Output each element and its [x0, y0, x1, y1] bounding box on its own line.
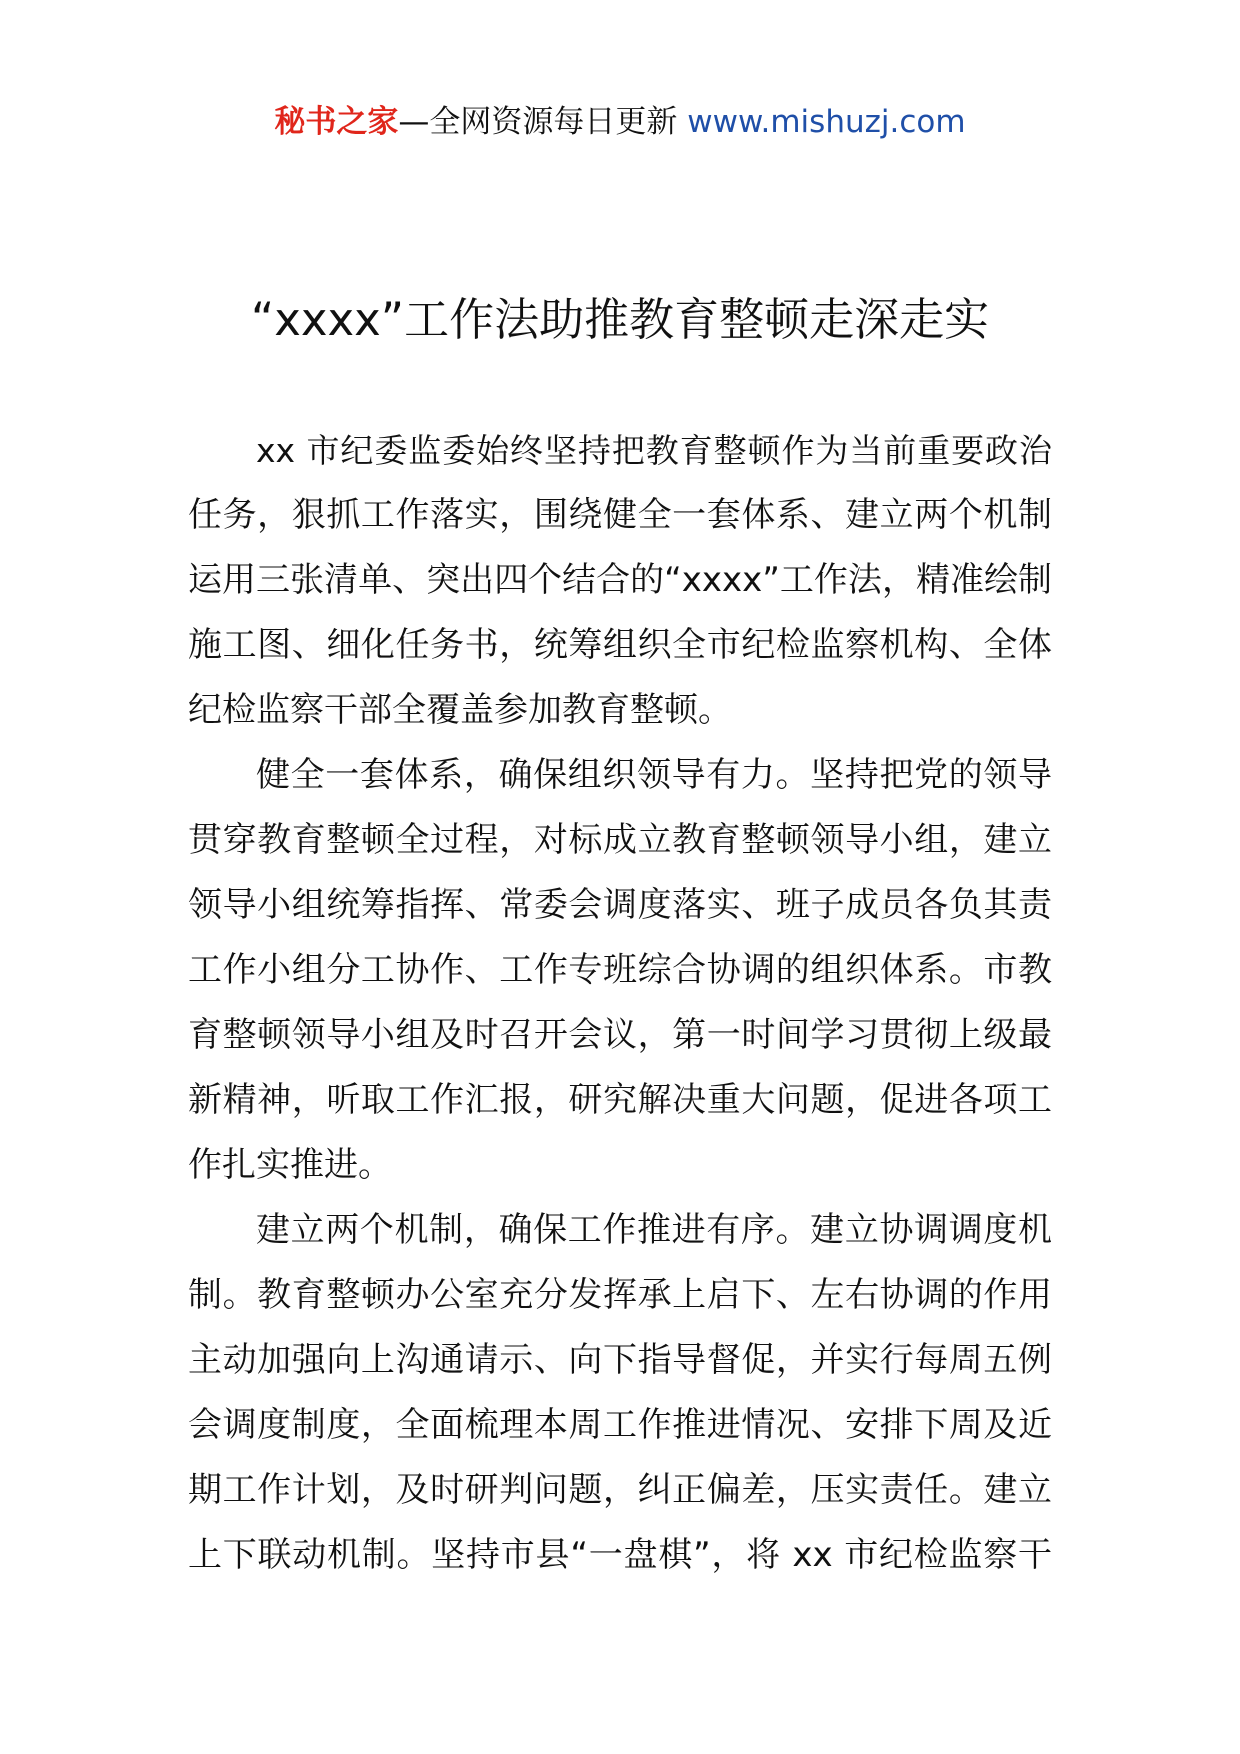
text-line: 制。教育整顿办公室充分发挥承上启下、左右协调的作用	[188, 1275, 1052, 1315]
text-line: 上下联动机制。坚持市县“一盘棋”，将 xx 市纪检监察干	[188, 1535, 1052, 1575]
text-line: 贯穿教育整顿全过程，对标成立教育整顿领导小组，建立	[188, 820, 1052, 860]
text-line: 健全一套体系，确保组织领导有力。坚持把党的领导	[256, 755, 1052, 795]
document-title: “xxxx”工作法助推教育整顿走深走实	[250, 293, 990, 346]
text-line: 纪检监察干部全覆盖参加教育整顿。	[188, 690, 732, 730]
text-line: 新精神，听取工作汇报，研究解决重大问题，促进各项工	[188, 1080, 1052, 1120]
text-line: 期工作计划，及时研判问题，纠正偏差，压实责任。建立	[188, 1470, 1052, 1510]
text-line: 领导小组统筹指挥、常委会调度落实、班子成员各负其责	[188, 885, 1052, 925]
paragraph-1	[188, 418, 1052, 743]
site-url-link[interactable]: www.mishuzj.com	[687, 104, 966, 140]
text-line: 育整顿领导小组及时召开会议，第一时间学习贯彻上级最	[188, 1015, 1052, 1055]
paragraph-3	[188, 1198, 1052, 1588]
document-body	[188, 418, 1052, 1588]
text-line: 作扎实推进。	[188, 1145, 392, 1185]
text-line: 施工图、细化任务书，统筹组织全市纪检监察机构、全体	[188, 625, 1052, 665]
text-line: 运用三张清单、突出四个结合的“xxxx”工作法，精准绘制	[188, 560, 1052, 600]
page-header	[0, 100, 1240, 144]
text-line: 建立两个机制，确保工作推进有序。建立协调调度机	[256, 1210, 1052, 1250]
site-name: 秘书之家	[274, 104, 399, 140]
text-line: 工作小组分工协作、工作专班综合协调的组织体系。市教	[188, 950, 1052, 990]
paragraph-2	[188, 743, 1052, 1198]
text-line: xx 市纪委监委始终坚持把教育整顿作为当前重要政治	[256, 431, 1052, 470]
text-line: 主动加强向上沟通请示、向下指导督促，并实行每周五例	[188, 1340, 1052, 1380]
text-line: 会调度制度，全面梳理本周工作推进情况、安排下周及近	[188, 1405, 1052, 1445]
text-line: 任务，狠抓工作落实，围绕健全一套体系、建立两个机制	[188, 495, 1052, 535]
site-tagline: —全网资源每日更新	[398, 104, 678, 140]
